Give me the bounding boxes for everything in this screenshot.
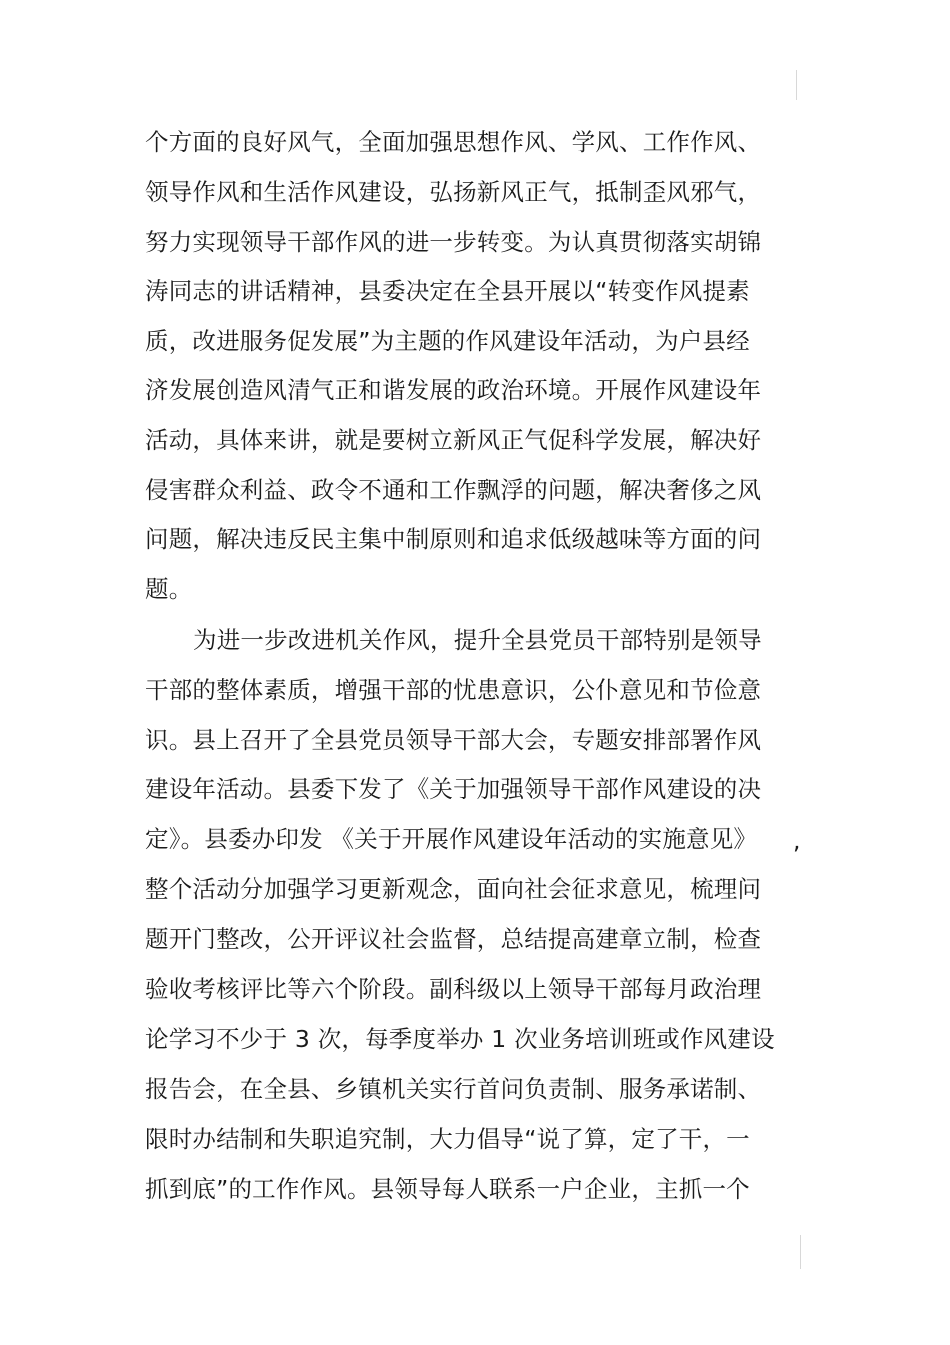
text-line: 济发展创造风清气正和谐发展的政治环境。开展作风建设年 [145,376,762,404]
stray-comma: , [793,827,801,855]
text-line-indented: 为进一步改进机关作风，提升全县党员干部特别是领导 [193,626,762,654]
text-line: 侵害群众利益、政令不通和工作飘浮的问题，解决奢侈之风 [145,476,762,504]
text-line: 努力实现领导干部作风的进一步转变。为认真贯彻落实胡锦 [145,228,762,256]
margin-mark-top [796,70,797,100]
text-line: 报告会，在全县、乡镇机关实行首问负责制、服务承诺制、 [145,1075,762,1103]
text-line: 识。县上召开了全县党员领导干部大会，专题安排部署作风 [145,726,762,754]
text-line: 验收考核评比等六个阶段。副科级以上领导干部每月政治理 [145,975,762,1003]
text-line: 质，改进服务促发展”为主题的作风建设年活动，为户县经 [145,327,750,355]
text-line: 干部的整体素质，增强干部的忧患意识，公仆意见和节俭意 [145,676,762,704]
text-line: 题。 [145,575,193,603]
text-line: 建设年活动。县委下发了《关于加强领导干部作风建设的决 [145,775,762,803]
text-line: 抓到底”的工作作风。县领导每人联系一户企业，主抓一个 [145,1175,750,1203]
text-line: 涛同志的讲话精神，县委决定在全县开展以“转变作风提素 [145,277,750,305]
margin-mark-bottom [800,1235,801,1269]
text-line: 定》。县委办印发 《关于开展作风建设年活动的实施意见》 [145,825,758,853]
text-line: 问题，解决违反民主集中制原则和追求低级越味等方面的问 [145,525,762,553]
text-line: 题开门整改，公开评议社会监督，总结提高建章立制，检查 [145,925,762,953]
text-line: 个方面的良好风气，全面加强思想作风、学风、工作作风、 [145,128,762,156]
text-line: 限时办结制和失职追究制，大力倡导“说了算，定了干，一 [145,1125,750,1153]
text-line: 领导作风和生活作风建设，弘扬新风正气，抵制歪风邪气， [145,178,762,206]
text-line: 论学习不少于 3 次，每季度举办 1 次业务培训班或作风建设 [145,1025,775,1053]
text-line: 整个活动分加强学习更新观念，面向社会征求意见，梳理问 [145,875,762,903]
text-line: 活动，具体来讲，就是要树立新风正气促科学发展，解决好 [145,426,762,454]
